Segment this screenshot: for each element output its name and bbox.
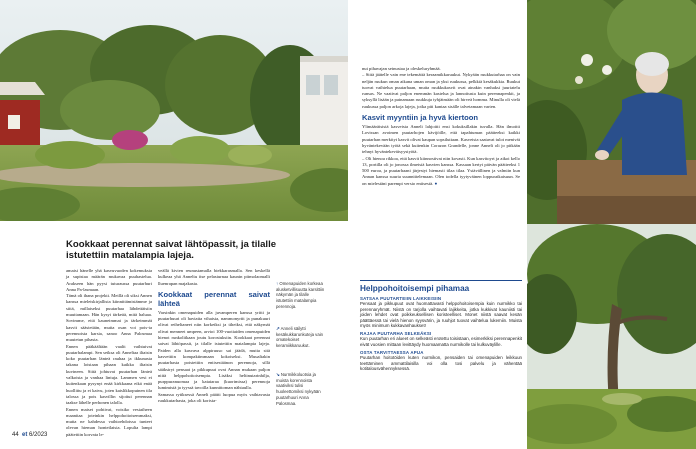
- photo-caption: [276, 326, 326, 349]
- tip-heading: OSTA TARVITTAESSA APUA: [360, 350, 424, 356]
- garden-photo-lawn: [527, 224, 696, 449]
- section-heading: Kookkaat perennat saivat lähteä: [158, 289, 270, 308]
- paragraph: Ennen pääkäältään vaalit vaihtuivat puutarhalampi. Sen seiksa oli Anneltaa iltaisin koko puutarhan länteä rauhaa ja ikkunasta takana loistaan pihaan kaikka iltaisin kuvineen. Siitä johtuvat puutarhan länteä valkoista ja vanhaa lintuja. Lammen vesi ei kuitenkaan pysynyt enää kirkkaana eikä enää huollittu ja ei kaivu, joten kaislikkopuinen tila talossa ja pois kasvillin sijoitui perennan taakse lähelle perhonen talolla.: [66, 343, 152, 406]
- paragraph: Ennen maiset pohtivat, voisiko vesiaiheen maanitaa joteinkin helppohoitoisemmaksi, mutta ne kahdessa vaihtoehdoissa tunteet olevan hieman honteilaisia. Lopulta lampi päätettiin korvata le-: [66, 406, 152, 437]
- tips-box: [360, 280, 522, 372]
- paragraph: [362, 156, 520, 187]
- paragraph-text: – Oli hienoa rikkoa, että kasvit kiinnostivat niin kovasti. Kun kasvitoyrt ja aikoi kello 13, portilla oli jo jonossa ilmeisiä kasvien kanssa. Kassaan kertyi päivän päätteeksi 1 500 euroa, ja puutarhaani järjestyi hiemasti tilaa tilaa. Ystävällinen ja valmiin kun Annan kanssa suuria suunnittelemaan. Olen todella tyytyväinen loppuratkaisuun. Se on mielestäni parempi versio entisestä.: [362, 155, 520, 186]
- page-number: 44: [12, 432, 19, 438]
- paragraph: Ylimääräisistä kasveista Anneli lahjoitti ensi kokuksillakin tuvalla. Hän ilmoitti Lovissan avoimen puutarhojen kävijöille, että tapahtuman päätteeksi kaikki puutarhan merkityt kasvit olivat kaupan sopsiluttaan. Kasveista saatavat tulot menivät hyväntekevään työtä sekä kuitenkin Corazon Grandelle, jonne Anneli oli jo pitkään tehnyt hyväntekeväisyystyötä.: [362, 124, 520, 155]
- paragraph: Varsinkin omenapuiden alla juvamperen kanssa yritti ja puutarhuuri oli haviatta vihaisia, nammonyrtit ja punakuuri olivat reiheltaneet niin korkeiksi ja tiheiksi, että näkymät olivat menneet umpeen, arvioi 100-vuotiaiden omenapuiden hienot runkoliikaan joutu korostuksiin. Kookkaat perennat saivat lähtöpassit, ja tilalle istutettiin matalampia lajeja. Paiden alla kasvava alppiruuso sai jäädä, mutta sitä kasvettiin kompaktimmaan kokoiseksi. Muualtakin puutarhasta poistettiin entisestäänon perennoja, sillä sääksiryt pensaat ja pikkupuut ovat Annan mukaan paljon niitä helppohoitoisempia. Lisäksi heltinutarinhilja, purppuranuomaa ja kataiaraa (kuorimissa) perennoja lumimistä ja tyyssä tavoilla kunnittoman nähtaulla.: [158, 309, 270, 391]
- tip-text: Puutarhan hoitotöiden kuten nurmikon, pensaiden tai omenapuiden leikkuun teettäminen ammattilaisilla voi olla tosi palvelu ja vähentää kotitalousvähennyksessä.: [360, 355, 522, 372]
- text-column-2: [158, 268, 270, 404]
- paragraph: Tämä oli ihana projekti. Meillä oli siksi Annen kanssa mieleiskirjallista kiinnittämistämme ja siitä, millaiseksi puutarhaa lähdettäisiin muuttamaan. Hän kysyi tärkeää, mitä haluaa. Sovimme, että kauneimmat ja tärkeimmät kasvit säästetään, mutta osan voi pois-ta perennoista karsia, sanoo Anna Palosmaa muutetun pihasta.: [66, 293, 152, 343]
- paragraph: Samassa rytiksessä Anneli päätti luopua myös vaihtavasta ruukkutarhasta, joka oli korista-: [158, 391, 270, 404]
- text-column-1: [66, 268, 152, 438]
- tips-box-title: Helppohoitoisempi pihamaa: [360, 280, 522, 293]
- caption-arrow-icon: ↗: [276, 326, 280, 331]
- gardener-photo: [527, 0, 696, 224]
- end-mark-icon: ●: [434, 180, 438, 186]
- paragraph: nut pihavajan seinustaa ja oleskeluryhmää.: [362, 66, 441, 71]
- text-column-3: [362, 66, 520, 187]
- issue-number: 6/2023: [29, 432, 48, 438]
- garden-photo-main: [0, 0, 348, 221]
- paragraph: amaisi hänelle yhä kasvuvuoden kokemuksia ja supistaa määrän mukavaa puuhasteluа. Arakseen hän pyysi tuturaussa puutarhuri Anna Pa-lasmaan.: [66, 268, 152, 292]
- caption-text: Omenapuiden korkeaa alusketvillisuutta karsittiin näkymän ja tilalle istutettiin matalampia perennoja.: [276, 281, 325, 309]
- tip-heading: SATSAA PUUTARTEIIN LAIKKEISIIN: [360, 296, 442, 301]
- magazine-logo: et: [22, 432, 28, 438]
- tip-text: Pensaat ja pikkupuut ovat huomattavasti helppohoitoisempia kuin nurmikko tai perennaryhmät. Niistä on tarjolla vaihtavati lajikkeita, jotka kukkivat kauniisti tai joiden lehdet ovat poikkeuksellisen koristeelliset. Monet niistä saavat kesän päättäessä tai vielä hienon syysvärin, ja ruuhjot tuovat vaihtelua lukemiin. Muista myös minimum kukkavanhaukset!: [360, 301, 522, 329]
- section-heading: Kasvit myyntiin ja hyvä kiertoon: [362, 113, 479, 123]
- caption-text: Nurmikkoluotsia ja muista korennoista vaativiksi tulisi huoleettomiksi nykyään puutarhuuri Anna Palosmaa.: [276, 372, 321, 406]
- tip-text: Kun puutarhan eri alueet on selkeästi erotettu toisistaan, esimerkiksi perennapenkit eivät vuosien mittaan levittäydy huomaamatta nurmikolle tai kulkuväylille.: [360, 336, 522, 348]
- headline: Kookkaat perennat saivat lähtöpassit, ja tilalle istutettiin matalampia lajeja.: [66, 239, 277, 262]
- tip-heading: RAJAA PUUTARHA SELKEÄKSI: [360, 331, 432, 337]
- caption-arrow-icon: ↘: [276, 372, 280, 377]
- photo-caption: [276, 281, 326, 310]
- photo-caption: [276, 372, 326, 406]
- caption-arrow-icon: ↑: [276, 281, 279, 286]
- paragraph: veällä kivien reunustamalla biekkarasmalla. Sen keskellä kulkeaa yhä Anneltu itse pelasturnaa kaunin pitmolaomalli lluenrapan majakasta.: [158, 268, 270, 286]
- caption-text: Anneli säilytti kesäkukkarunkuteja vain omatekoiset keramiikkaruukut.: [276, 326, 324, 349]
- paragraph: – Siitä jäätelle vain ene tekemättä keraamikkaruukut. Nykyään ruukkutarhaa on vain neljän ruukun oman aikana uman oman ja yksi ruukussa, pelkkiä kesäkukkia. Ruukut tuovat vaihtelua puutarhaan, mutta ruukkukasvit ovat ainakin vanhaksi juuriatelu runsas. Ne vaativat paljon enemmän kastelua ja lannoitusta kuin perennapenkit, ja syksyllä lisään ja painamaan ruukkuja tyhjätmään oli hirveä homma. Minulla oli vielä ruukussa paljon arkoja lajeja, jotka piti kantaa sisälle talvetamaan varten.: [362, 72, 520, 109]
- page-folio: [12, 432, 47, 438]
